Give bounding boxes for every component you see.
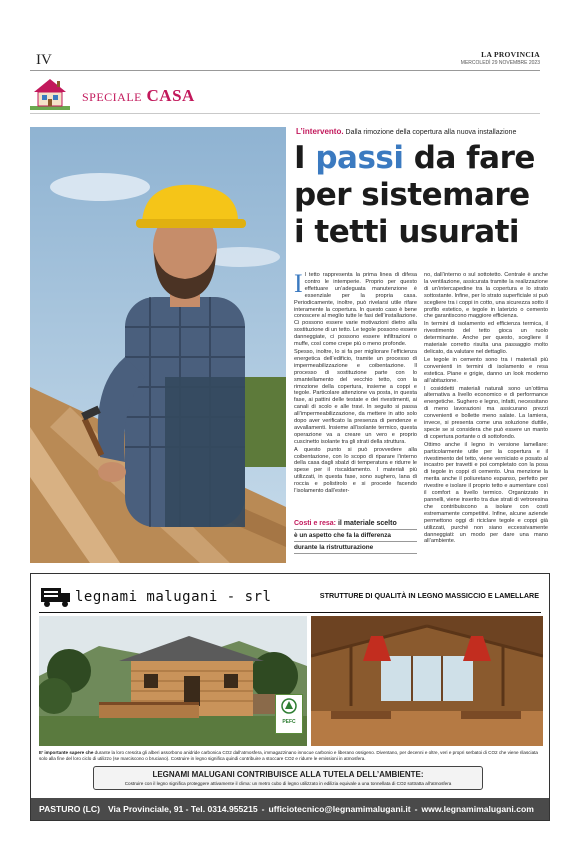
article-paragraph: Spesso, inoltre, lo si fa per migliorare l’efficienza energetica dell’edificio, tramite un processo di impermeabilizzazione e coibentazione. Il processo di sostituzione parte con lo smantellamento del vecchio tetto, con la rimozione della copertura, insieme a coppi e tegole. Particolare attenzione va posta, in questa fase, ai pattini delle testate e dei rivestimenti, ai canali di scolo e alle travi. In seguito si passa all’impermeabilizzazione, da mettere in atto solo dopo aver verificato la presenza di pendenze e avvallamenti. Insieme all’isolante termico, questa operazione va a creare un vero e proprio cuscinetto isolante tra gli strati della struttura. <box>294 348 417 445</box>
wood-interior-photo <box>311 616 543 746</box>
section-label-big: CASA <box>146 86 195 105</box>
section-header <box>30 76 195 110</box>
ad-tagline: STRUTTURE DI QUALITÀ IN LEGNO MASSICCIO E LAMELLARE <box>319 591 539 600</box>
wood-interior-illustration <box>311 616 543 746</box>
advertisement <box>30 573 550 821</box>
brand-name: legnami malugani - srl <box>75 589 272 605</box>
banner-text: Costruire con il legno significa proteggere attivamente il clima: un metro cubo di legno utilizzato in edilizia equivale a una tonnellata di CO2 sottratta all’atmosfera <box>124 781 452 786</box>
article-paragraph: I cosiddetti materiali naturali sono un’ottima alternativa a livello economico e di performance energetiche. Sughero e legno, infatti, necessitano di meno lavorazioni ma assicurano prezzi convenienti e bollette meno salate. La lamiera, invece, si presenta come una soluzione duttile, specie se si considera che può essere un manto di copertura portante o di sottofondo. <box>424 385 548 440</box>
ad-divider <box>39 612 541 613</box>
page-number: IV <box>36 52 52 68</box>
article-paragraph <box>294 269 417 348</box>
house-icon <box>30 76 70 110</box>
issue-date: MERCOLEDÌ 29 NOVEMBRE 2023 <box>460 60 540 66</box>
article-headline <box>294 140 544 251</box>
article-paragraph: In termini di isolamento ed efficienza termica, il rivestimento del tetto gioca un ruolo determinante. Anche per questo, scegliere il materiale corretto risulta una passaggio molto delicato, da valutare nel dettaglio. <box>424 321 548 355</box>
note-bold: E’ importante sapere che <box>39 750 94 755</box>
truck-logo-icon <box>41 586 71 608</box>
headline-highlight: passi <box>315 140 404 176</box>
section-label-small: SPECIALE <box>82 90 143 104</box>
article-kicker <box>296 127 516 136</box>
headline-part2: da fare per sistemare i tetti usurati <box>294 140 535 250</box>
pefc-tree-icon <box>280 698 298 714</box>
top-divider <box>30 70 540 71</box>
ad-brand <box>41 586 271 608</box>
article-paragraph: A questo punto si può provvedere alla coibentazione, con lo scopo di riparare l’interno della casa dagli sbalzi di temperatura e ridurre le spese per il riscaldamento. I materiali più utilizzati, in questa fase, sono sughero, lana di roccia e polistirolo e si procede facendo l’isolamento dall’ester- <box>294 446 417 495</box>
banner-title: LEGNAMI MALUGANI CONTRIBUISCE ALLA TUTELA DELL’AMBIENTE: <box>152 770 424 779</box>
subheading-line-1 <box>294 520 417 530</box>
pefc-badge <box>275 694 303 734</box>
subheading-red: Costi e resa: <box>294 520 337 527</box>
headline-part1: I <box>294 140 316 176</box>
masthead <box>461 50 540 66</box>
article-paragraph: Le tegole in cemento sono tra i materiali più convenienti in termini di isolamento e resa estetica. Piane e grigie, danno un look moderno all’abitazione. <box>424 356 548 384</box>
ad-contact-footer: PASTURO (LC) Via Provinciale, 91 - Tel. 0314.955215 - ufficiotecnico@legnamimalugani.it - www.legnamimalugani.com <box>31 798 549 820</box>
wooden-house-illustration <box>39 616 307 746</box>
kicker-bold: L’intervento. <box>296 127 344 136</box>
subheading-rest: il materiale scelto <box>336 520 397 527</box>
subheading-line-3: durante la ristrutturazione <box>294 544 417 554</box>
article-paragraph: no, dall’interno o sul sottotetto. Centrale è anche la ventilazione, assicurata tramite la realizzazione di un’intercapedine tra la copertura e lo strato sottostante. Infine, per lo strato superficiale si può scegliere tra i coppi in cotto, una sicurezza sotto il profilo estetico, e tegole in laterizio o cemento che garantiscono maggiore efficienza. <box>424 272 548 320</box>
pefc-label: PEFC <box>282 719 296 725</box>
drop-cap: I <box>294 269 303 298</box>
roofer-illustration <box>30 127 286 563</box>
kicker-text: Dalla rimozione della copertura alla nuova installazione <box>345 129 517 136</box>
note-text: durante la loro crescita gli alberi assorbono anidride carbonica CO2 dall’atmosfera, immagazzinano innocue carbonio e liberano ossigeno. Diventano, per decenni e oltre, veri e propri serbatoi di CO2 che viene rilasciata solo alla fine del loro ciclo di utilizzo (se marciscono o bruciano). Costruire in legno significa quindi contribuire a stoccare CO2 e ridurre le emissioni in atmosfera. <box>39 750 538 761</box>
footer-address: Via Provinciale, 91 - Tel. 0314.955215 <box>107 804 258 814</box>
article-column-2 <box>424 272 548 546</box>
wooden-house-photo <box>39 616 307 746</box>
paragraph-text: l tetto rappresenta la prima linea di difesa contro le intemperie. Proprio per questo effettuare un’adeguata manutenzione è essenziale per la propria casa. Periodicamente, inoltre, può rivelarsi utile rifare interamente la copertura. In questo caso è bene conoscere al meglio tutte le fasi dell’installazione. Ci possono essere varie motivazioni dietro alla sostituzione di un tetto. Le tegole possono essere danneggiate, ci possono essere infiltrazioni o muffe, così come crepe più o meno profonde. <box>294 272 417 348</box>
subheading-box <box>294 520 417 554</box>
section-label <box>82 86 195 106</box>
footer-website[interactable]: www.legnamimalugani.com <box>421 804 534 814</box>
roofer-photo <box>30 127 286 563</box>
article-column-1 <box>294 269 417 496</box>
subheading-line-2: è un aspetto che fa la differenza <box>294 532 417 542</box>
article-paragraph: Ottimo anche il legno in versione lamellare: particolarmente utile per la copertura e il rivestimento del tetto, viene verniciato e posato al incastro per travetti e poi completato con la posa di tegole in coppi di cemento. Una menzione la merita anche il poliuretano espanso, perfetto per rivestire e isolare il proprio tetto e aumentare così il comfort a livello termico. Organizzato in pannelli, viene inserito tra due strati di vetroresina che contribuiscono a isolare con costi estremamente competitivi. Infine, alcune aziende permettono oggi di riciclare tegole e coppi già utilizzati, purché non siano eccessivamente danneggiati: un modo per dare una mano all’ambiente. <box>424 441 548 545</box>
section-divider <box>30 113 540 114</box>
ad-banner <box>93 766 483 790</box>
newspaper-name: LA PROVINCIA <box>481 50 540 59</box>
footer-email[interactable]: ufficiotecnico@legnamimalugani.it <box>268 804 411 814</box>
ad-environment-note <box>39 750 543 762</box>
footer-city: PASTURO (LC) <box>39 804 100 814</box>
